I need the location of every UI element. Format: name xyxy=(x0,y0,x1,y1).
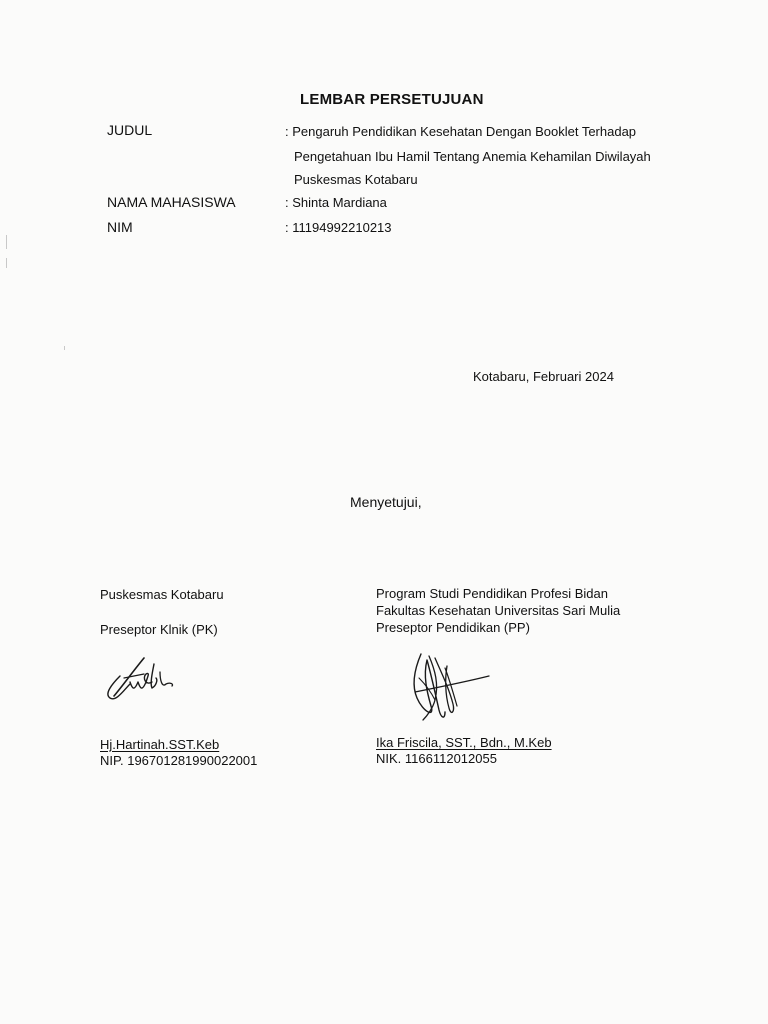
scan-speck xyxy=(6,258,7,268)
left-signature xyxy=(100,652,180,704)
left-role: Preseptor Klnik (PK) xyxy=(100,622,218,637)
scan-speck xyxy=(64,346,65,350)
place-date: Kotabaru, Februari 2024 xyxy=(473,369,614,384)
judul-value-line-1: : Pengaruh Pendidikan Kesehatan Dengan Booklet Terhadap xyxy=(285,124,637,139)
left-signatory-name: Hj.Hartinah.SST.Keb xyxy=(100,737,220,752)
nama-mahasiswa-label: NAMA MAHASISWA xyxy=(107,194,236,210)
right-signature xyxy=(405,648,495,728)
judul-label: JUDUL xyxy=(107,122,153,138)
nama-mahasiswa-value: : Shinta Mardiana xyxy=(285,195,387,210)
judul-value-line-3: Puskesmas Kotabaru xyxy=(294,172,418,187)
scan-speck xyxy=(6,235,7,249)
approval-heading: Menyetujui, xyxy=(350,494,422,510)
judul-value-line-2: Pengetahuan Ibu Hamil Tentang Anemia Kehamilan Diwilayah xyxy=(294,149,651,164)
right-program-line-2: Fakultas Kesehatan Universitas Sari Mulia xyxy=(376,603,621,618)
right-signatory-id: NIK. 1166112012055 xyxy=(376,751,497,766)
right-signatory-name: Ika Friscila, SST., Bdn., M.Keb xyxy=(376,735,552,750)
left-institution: Puskesmas Kotabaru xyxy=(100,587,224,602)
left-signatory-id: NIP. 196701281990022001 xyxy=(100,753,258,768)
nim-value: : 11194992210213 xyxy=(285,220,392,235)
page-title: LEMBAR PERSETUJUAN xyxy=(300,91,484,108)
right-program-line-1: Program Studi Pendidikan Profesi Bidan xyxy=(376,586,608,601)
right-role: Preseptor Pendidikan (PP) xyxy=(376,620,530,635)
nim-label: NIM xyxy=(107,219,133,235)
